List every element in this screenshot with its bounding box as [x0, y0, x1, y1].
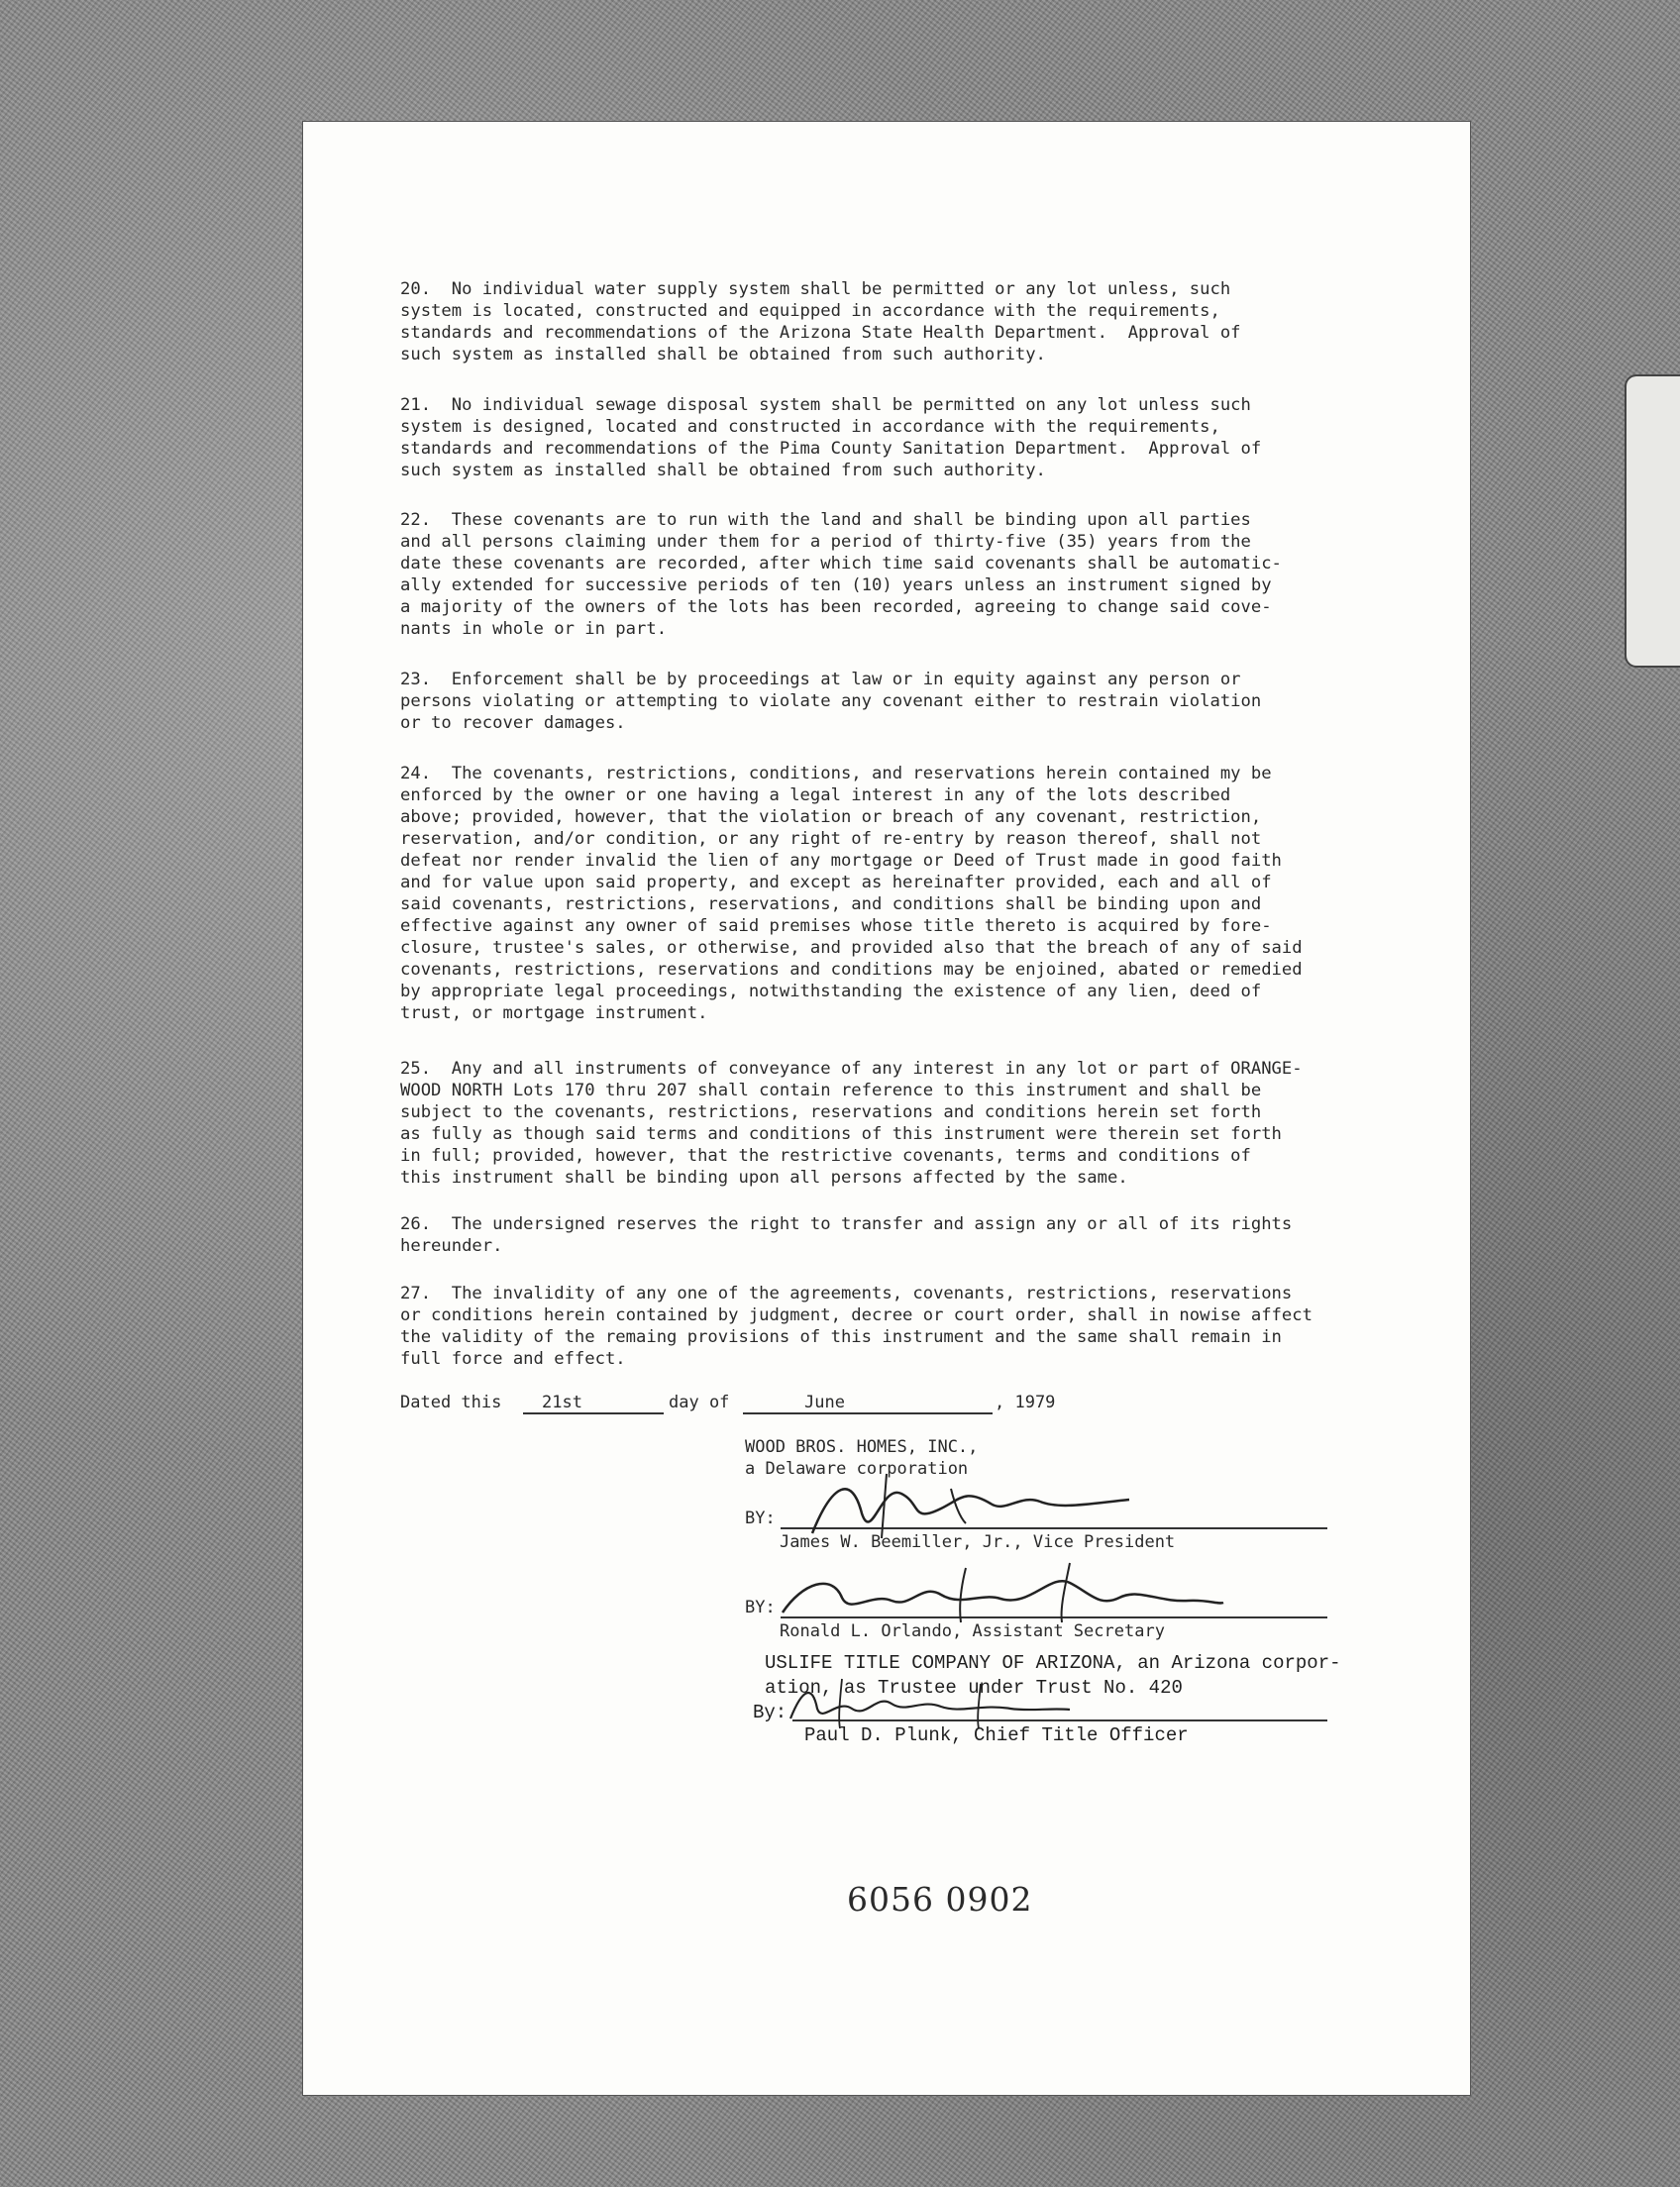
- by-label-3: By:: [753, 1702, 788, 1723]
- signer-2: Ronald L. Orlando, Assistant Secretary: [780, 1621, 1165, 1641]
- paragraph-25: 25. Any and all instruments of conveyance of any interest in any lot or part of ORANGE- WOOD NORTH Lots 170 thru 207 shall contain reference to this instrument and shall be subject to the covenants, restrictions, reservations and conditions herein set forth as fully as though said terms and conditions of this instrument were therein set forth in full; provided, however, that the restrictive covenants, terms and conditions of this instrument shall be binding upon all persons affected by the same.: [400, 1059, 1303, 1188]
- trustee-line-2: ation, as Trustee under Trust No. 420: [765, 1677, 1183, 1699]
- paragraph-21: 21. No individual sewage disposal system shall be permitted on any lot unless such system is designed, located and constructed in accordance with the requirements, standards and recommendations of the Pima County Sanitation Department. Approval of such system as installed shall be obtained from such authority.: [400, 395, 1262, 480]
- dated-year: , 1979: [995, 1393, 1056, 1412]
- paragraph-22: 22. These covenants are to run with the land and shall be binding upon all parties and all persons claiming under them for a period of thirty-five (35) years from the date these covenants are recorded, after which time said covenants shall be automatic- ally extended for successive periods of ten (10) years unless an instrument signed by a majority of the owners of the lots has been recorded, agreeing to change said cove- nants in whole or in part.: [400, 510, 1282, 639]
- dated-day-line: [523, 1412, 664, 1414]
- paragraph-23: 23. Enforcement shall be by proceedings at law or in equity against any person or persons violating or attempting to violate any covenant either to restrain violation or to recover damages.: [400, 670, 1262, 733]
- trustee-line-1: USLIFE TITLE COMPANY OF ARIZONA, an Arizona corpor-: [765, 1652, 1341, 1674]
- dated-month: June: [804, 1393, 845, 1412]
- signer-3: Paul D. Plunk, Chief Title Officer: [804, 1724, 1189, 1746]
- dated-day: 21st: [542, 1393, 582, 1412]
- paper-tab: [1625, 374, 1680, 668]
- paragraph-26: 26. The undersigned reserves the right to transfer and assign any or all of its rights hereunder.: [400, 1214, 1293, 1256]
- company-name: WOOD BROS. HOMES, INC.,: [745, 1437, 979, 1457]
- dated-middle: day of: [669, 1393, 730, 1412]
- by-label-2: BY:: [745, 1598, 776, 1617]
- dated-month-line: [743, 1412, 993, 1414]
- paragraph-27: 27. The invalidity of any one of the agreements, covenants, restrictions, reservations or conditions herein contained by judgment, decree or court order, shall in nowise affect the validity of the remaing provisions of this instrument and the same shall remain in full force and effect.: [400, 1284, 1312, 1369]
- signer-1: James W. Beemiller, Jr., Vice President: [780, 1532, 1176, 1552]
- dated-prefix: Dated this: [400, 1393, 502, 1412]
- recording-page-number: 6056 0902: [847, 1880, 1033, 1919]
- by-label-1: BY:: [745, 1509, 776, 1528]
- paragraph-20: 20. No individual water supply system shall be permitted or any lot unless, such system is located, constructed and equipped in accordance with the requirements, standards and recommendations of the Arizona State Health Department. Approval of such system as installed shall be obtained from such authority.: [400, 279, 1241, 364]
- company-type: a Delaware corporation: [745, 1459, 969, 1479]
- paragraph-24: 24. The covenants, restrictions, conditions, and reservations herein contained my be enforced by the owner or one having a legal interest in any of the lots described above; provided, however, that the violation or breach of any covenant, restriction, reservation, and/or condition, or any right of re-entry by reason thereof, shall not defeat nor render invalid the lien of any mortgage or Deed of Trust made in good faith and for value upon said property, and except as hereinafter provided, each and all of said covenants, restrictions, reservations, and conditions shall be binding upon and effective against any owner of said premises whose title thereto is acquired by fore- closure, trustee's sales, or otherwise, and provided also that the breach of any of said covenants, restrictions, reservations and conditions may be enjoined, abated or remedied by appropriate legal proceedings, notwithstanding the existence of any lien, deed of trust, or mortgage instrument.: [400, 764, 1303, 1023]
